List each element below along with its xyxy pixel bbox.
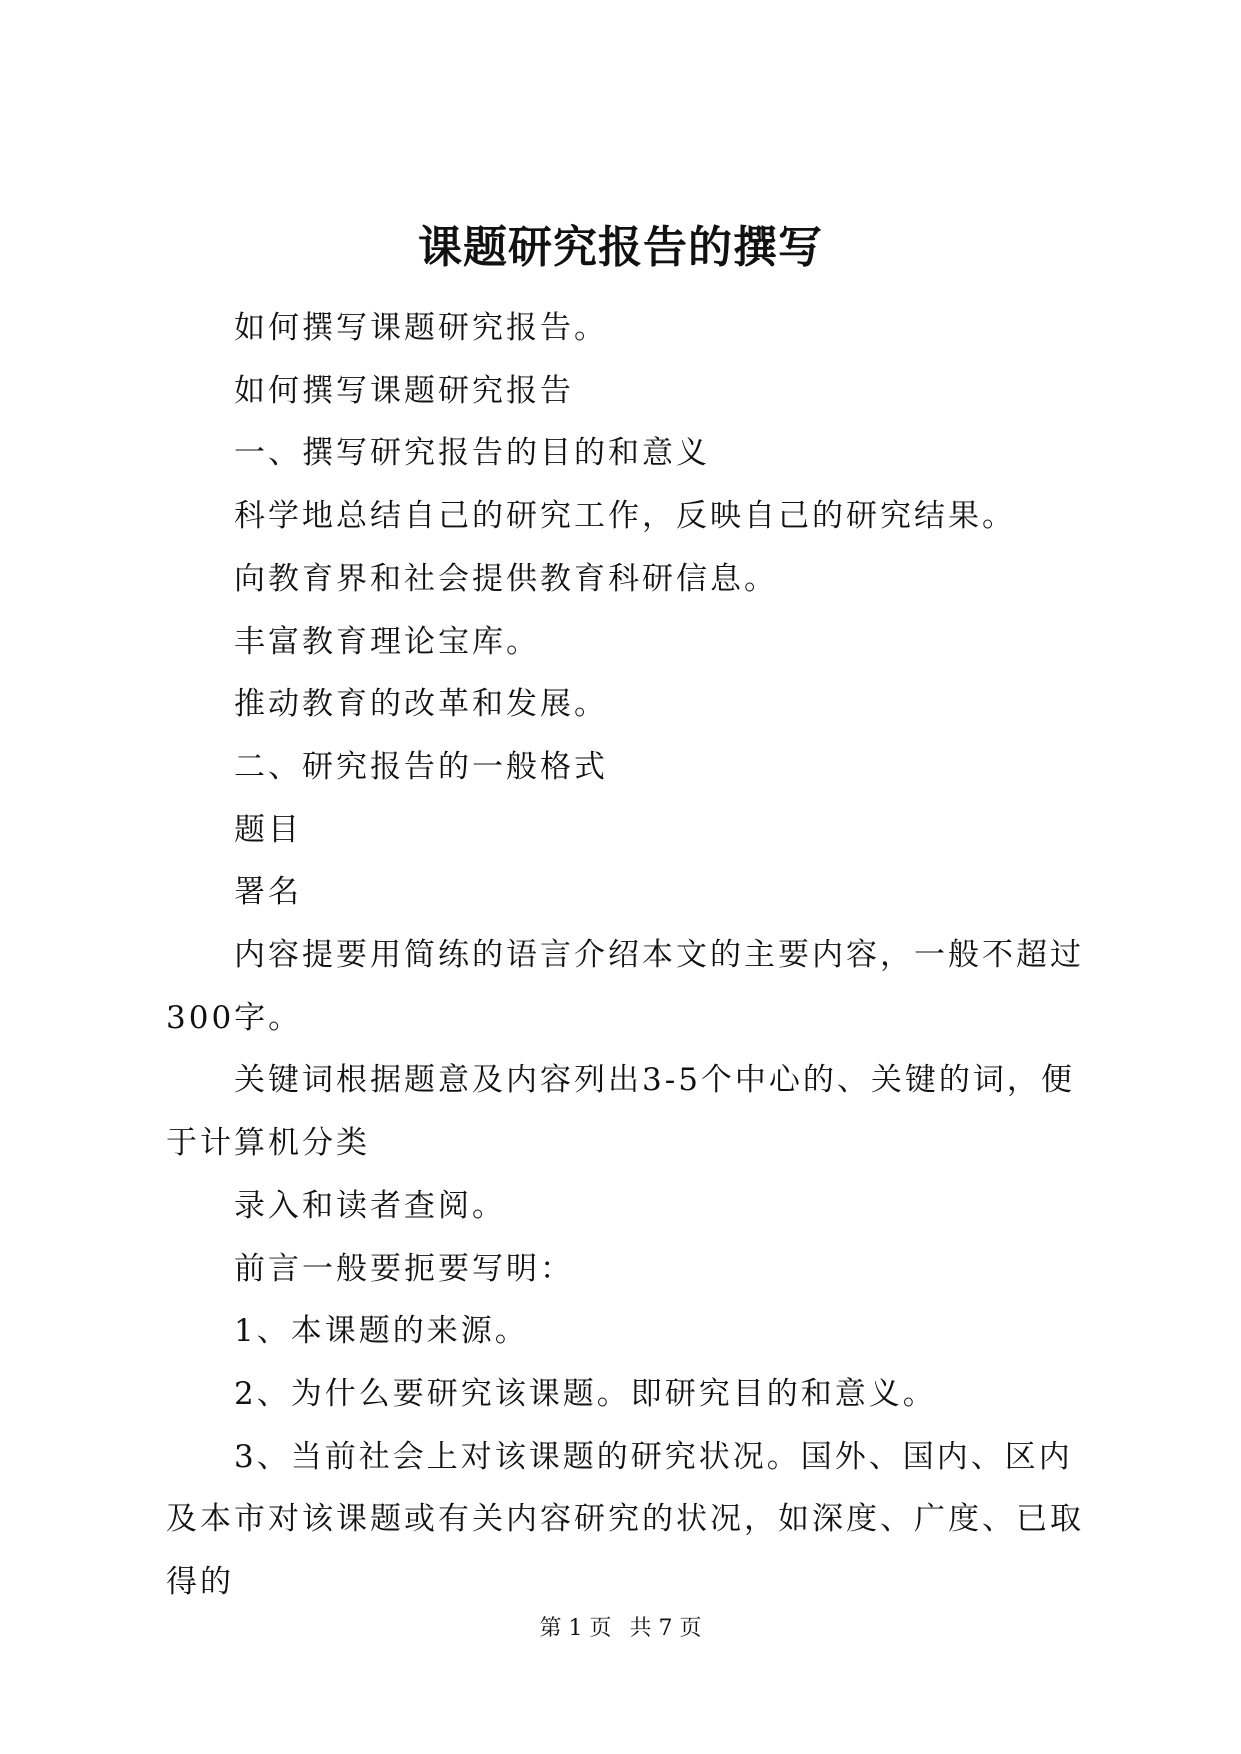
paragraph: 推动教育的改革和发展。: [234, 686, 608, 723]
page-number-total: 共 7 页: [629, 1616, 702, 1641]
paragraph: 二、研究报告的一般格式: [234, 748, 608, 785]
paragraph: 科学地总结自己的研究工作，反映自己的研究结果。: [234, 498, 1016, 535]
paragraph: 前言一般要扼要写明：: [234, 1250, 574, 1287]
paragraph: 内容提要用简练的语言介绍本文的主要内容，一般不超过300字。: [166, 937, 1084, 1036]
paragraph: 关键词根据题意及内容列出3-5个中心的、关键的词，便于计算机分类: [166, 1062, 1075, 1162]
paragraph: 向教育界和社会提供教育科研信息。: [234, 560, 778, 597]
paragraph: 录入和读者查阅。: [234, 1187, 506, 1224]
paragraph: 题目: [234, 811, 302, 848]
paragraph: 如何撰写课题研究报告: [234, 372, 574, 409]
document-title: 课题研究报告的撰写: [418, 222, 823, 273]
paragraph: 1、本课题的来源。: [234, 1313, 529, 1350]
paragraph: 如何撰写课题研究报告。: [234, 310, 608, 346]
paragraph: 3、当前社会上对该课题的研究状况。国外、国内、区内及本市对该课题或有关内容研究的状况，如深度、广度、已取得的: [166, 1438, 1084, 1601]
page-number-current: 第 1 页: [539, 1616, 612, 1641]
paragraph: 2、为什么要研究该课题。即研究目的和意义。: [234, 1375, 937, 1412]
paragraph: 署名: [234, 874, 302, 911]
paragraph: 丰富教育理论宝库。: [234, 623, 540, 660]
paragraph: 一、撰写研究报告的目的和意义: [234, 435, 710, 472]
page-footer: [0, 1614, 1241, 1644]
document-body: [166, 297, 1090, 1614]
